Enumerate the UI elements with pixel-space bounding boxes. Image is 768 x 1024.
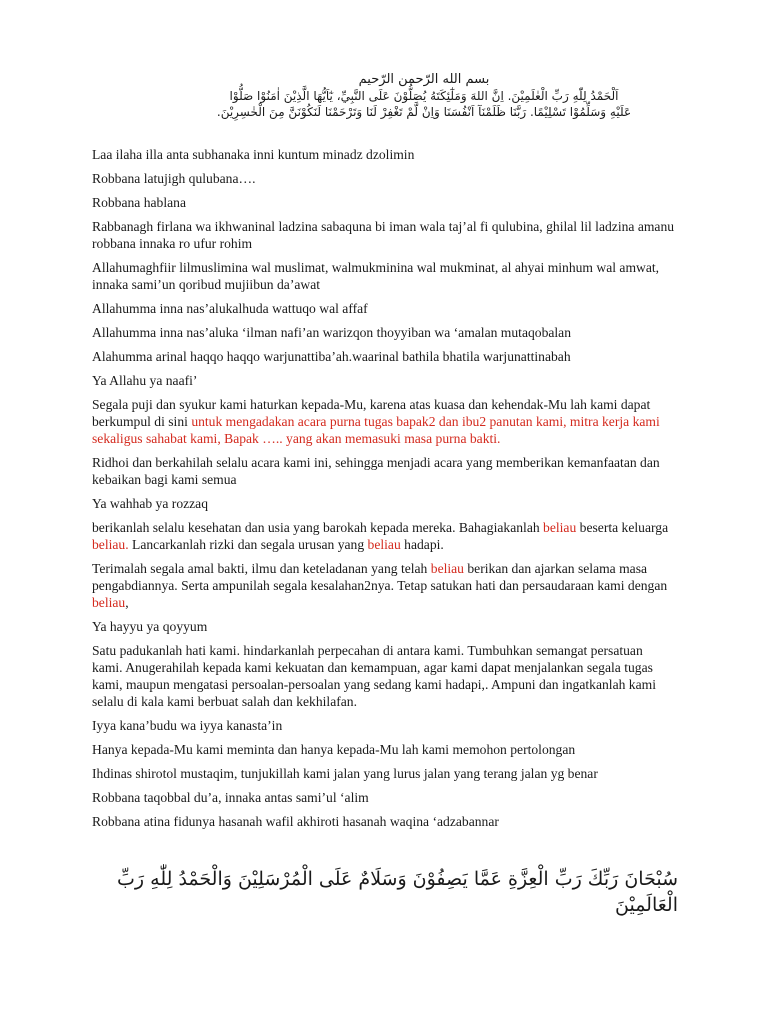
prayer-paragraph [92,454,676,488]
paragraph-text: Ya hayyu ya qoyyum [92,619,208,634]
arabic-opening-line-2: عَلَيْهِ وَسَلِّمُوْا تَسْلِيْمًا. رَبَّنَا ظَلَمْنَآ اَنْفُسَنَا وَاِنْ لَّمْ تَغْفِرْ لَنَا وَتَرْحَمْنَا لَنَكُوْنَنَّ مِنَ الْخٰسِرِيْنَ. [216,105,632,119]
highlighted-text: beliau [543,520,577,535]
prayer-paragraph [92,560,676,611]
prayer-paragraph [92,519,676,553]
paragraph-text: Robbana hablana [92,195,186,210]
highlighted-text: beliau. [92,537,129,552]
paragraph-text: Allahumma inna nas’alukalhuda wattuqo wal affaf [92,301,368,316]
paragraph-text: Terimalah segala amal bakti, ilmu dan keteladanan yang telah [92,561,431,576]
paragraph-text: Allahumma inna nas’aluka ‘ilman nafi’an warizqon thoyyiban wa ‘amalan mutaqobalan [92,325,572,340]
prayer-paragraph [92,218,676,252]
prayer-paragraph [92,642,676,710]
paragraph-text: Hanya kepada-Mu kami meminta dan hanya kepada-Mu lah kami memohon pertolongan [92,742,576,757]
paragraph-text: Rabbanagh firlana wa ikhwaninal ladzina sabaquna bi iman wala taj’al fi qulubina, ghilal lil ladzina amanu robbana innaka ro ufur rohim [92,219,675,251]
prayer-paragraph [92,813,676,830]
highlighted-text: beliau [92,595,126,610]
paragraph-text: hadapi. [400,537,444,552]
paragraph-text: Laa ilaha illa anta subhanaka inni kuntum minadz dzolimin [92,147,415,162]
paragraph-text: , [125,595,129,610]
highlighted-text: untuk mengadakan acara purna tugas bapak2 dan ibu2 panutan kami, mitra kerja kami sekaligus sahabat kami, Bapak ….. yang akan memasuki masa purna bakti. [92,414,660,446]
paragraph-text: beserta keluarga [576,520,669,535]
arabic-opening-line-1: اَلْحَمْدُ لِلّٰهِ رَبِّ الْعٰلَمِيْنَ. اِنَّ اللهَ وَمَلٰٓئِكَتَهُ يُصَلُّوْنَ عَلَى النَّبِيِّ، يٰٓاَيُّهَا الَّذِيْنَ اٰمَنُوْا صَلُّوْا [229,89,619,103]
paragraph-text: Ya wahhab ya rozzaq [92,496,209,511]
paragraph-text: Iyya kana’budu wa iyya kanasta’in [92,718,283,733]
prayer-paragraph [92,789,676,806]
prayer-paragraph [92,194,676,211]
basmalah: بسم الله الرّحمن الرّحيم [358,72,490,87]
prayer-paragraph [92,372,676,389]
prayer-paragraph [92,170,676,187]
paragraph-text: Satu padukanlah hati kami. hindarkanlah perpecahan di antara kami. Tumbuhkan semangat persatuan kami. Anugerahilah kepada kami kekuatan dan kemampuan, agar kami dapat menjalankan segala tugas kami, maupun mengatasi persoalan-persoalan yang sedang kami hadapi,. Ampuni dan ingatkanlah kami selalu di kala kami berbuat salah dan kekhilafan. [92,643,656,709]
paragraph-text: Ihdinas shirotol mustaqim, tunjukillah kami jalan yang lurus jalan yang terang jalan yg benar [92,766,598,781]
prayer-paragraph [92,146,676,163]
arabic-header [150,72,698,140]
prayer-paragraph [92,300,676,317]
prayer-paragraph [92,741,676,758]
highlighted-text: beliau [367,537,401,552]
prayer-paragraph [92,324,676,341]
prayer-paragraph [92,717,676,734]
paragraph-text: Robbana atina fidunya hasanah wafil akhiroti hasanah waqina ‘adzabannar [92,814,499,829]
prayer-paragraph [92,495,676,512]
paragraph-text: berikanlah selalu kesehatan dan usia yang barokah kepada mereka. Bahagiakanlah [92,520,544,535]
prayer-body [92,146,676,837]
paragraph-text: berikan dan ajarkan selama masa pengabdiannya. Serta ampunilah segala kesalahan2nya. Tetap satukan hati dan persaudaraan kami dengan [92,561,668,593]
paragraph-text: Allahumaghfiir lilmuslimina wal muslimat, walmukminina wal mukminat, al ahyai minhum wal amwat, innaka sami’un qoribud mujiibun da’awat [92,260,660,292]
arabic-closing-verse: سُبْحَانَ رَبِّكَ رَبِّ الْعِزَّةِ عَمَّا يَصِفُوْنَ وَسَلَامٌ عَلَى الْمُرْسَلِيْنَ وَالْحَمْدُ لِلّٰهِ رَبِّ الْعَالَمِيْنَ [117,868,678,916]
paragraph-text: Robbana taqobbal du’a, innaka antas sami’ul ‘alim [92,790,369,805]
paragraph-text: Segala puji dan syukur kami haturkan kepada-Mu, karena atas kuasa dan kehendak-Mu lah kami dapat berkumpul di sini [92,397,651,429]
paragraph-text: Lancarkanlah rizki dan segala urusan yang [128,537,368,552]
prayer-paragraph [92,765,676,782]
prayer-paragraph [92,259,676,293]
paragraph-text: Ridhoi dan berkahilah selalu acara kami ini, sehingga menjadi acara yang memberikan kemanfaatan dan kebaikan bagi kami semua [92,455,660,487]
paragraph-text: Alahumma arinal haqqo haqqo warjunattiba’ah.waarinal bathila bhatila warjunattinabah [92,349,571,364]
prayer-paragraph [92,618,676,635]
paragraph-text: Ya Allahu ya naafi’ [92,373,198,388]
prayer-paragraph [92,348,676,365]
prayer-paragraph [92,396,676,447]
highlighted-text: beliau [430,561,464,576]
paragraph-text: Robbana latujigh qulubana…. [92,171,256,186]
